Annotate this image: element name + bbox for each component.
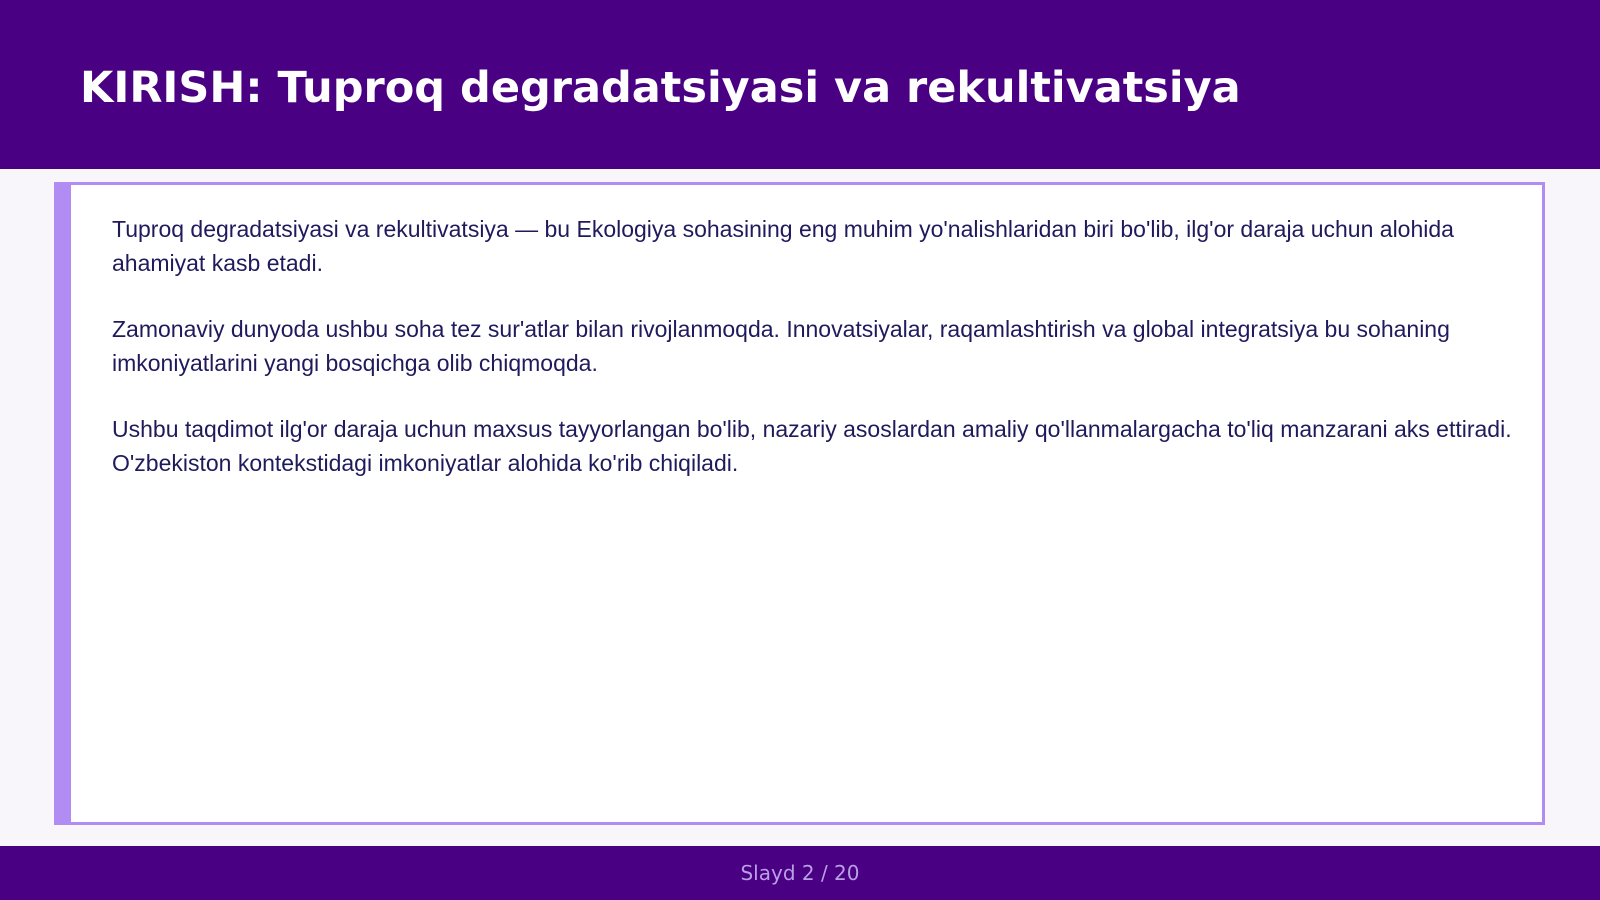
slide-number: Slayd 2 / 20	[740, 861, 860, 885]
paragraph-modern-world: Zamonaviy dunyoda ushbu soha tez sur'atlar bilan rivojlanmoqda. Innovatsiyalar, raqamlashtirish va global integratsiya bu sohaning imkoniyatlarini yangi bosqichga olib chiqmoqda.	[112, 316, 1450, 376]
slide-title: KIRISH: Tuproq degradatsiyasi va rekultivatsiya	[80, 63, 1241, 113]
paragraph-presentation-purpose: Ushbu taqdimot ilg'or daraja uchun maxsus tayyorlangan bo'lib, nazariy asoslardan amaliy qo'llanmalargacha to'liq manzarani aks ettiradi. O'zbekiston kontekstidagi imkoniyatlar alohida ko'rib chiqiladi.	[112, 416, 1512, 476]
content-body	[112, 212, 1512, 512]
paragraph-intro: Tuproq degradatsiyasi va rekultivatsiya — bu Ekologiya sohasining eng muhim yo'nalishlaridan biri bo'lib, ilg'or daraja uchun alohida ahamiyat kasb etadi.	[112, 216, 1454, 276]
